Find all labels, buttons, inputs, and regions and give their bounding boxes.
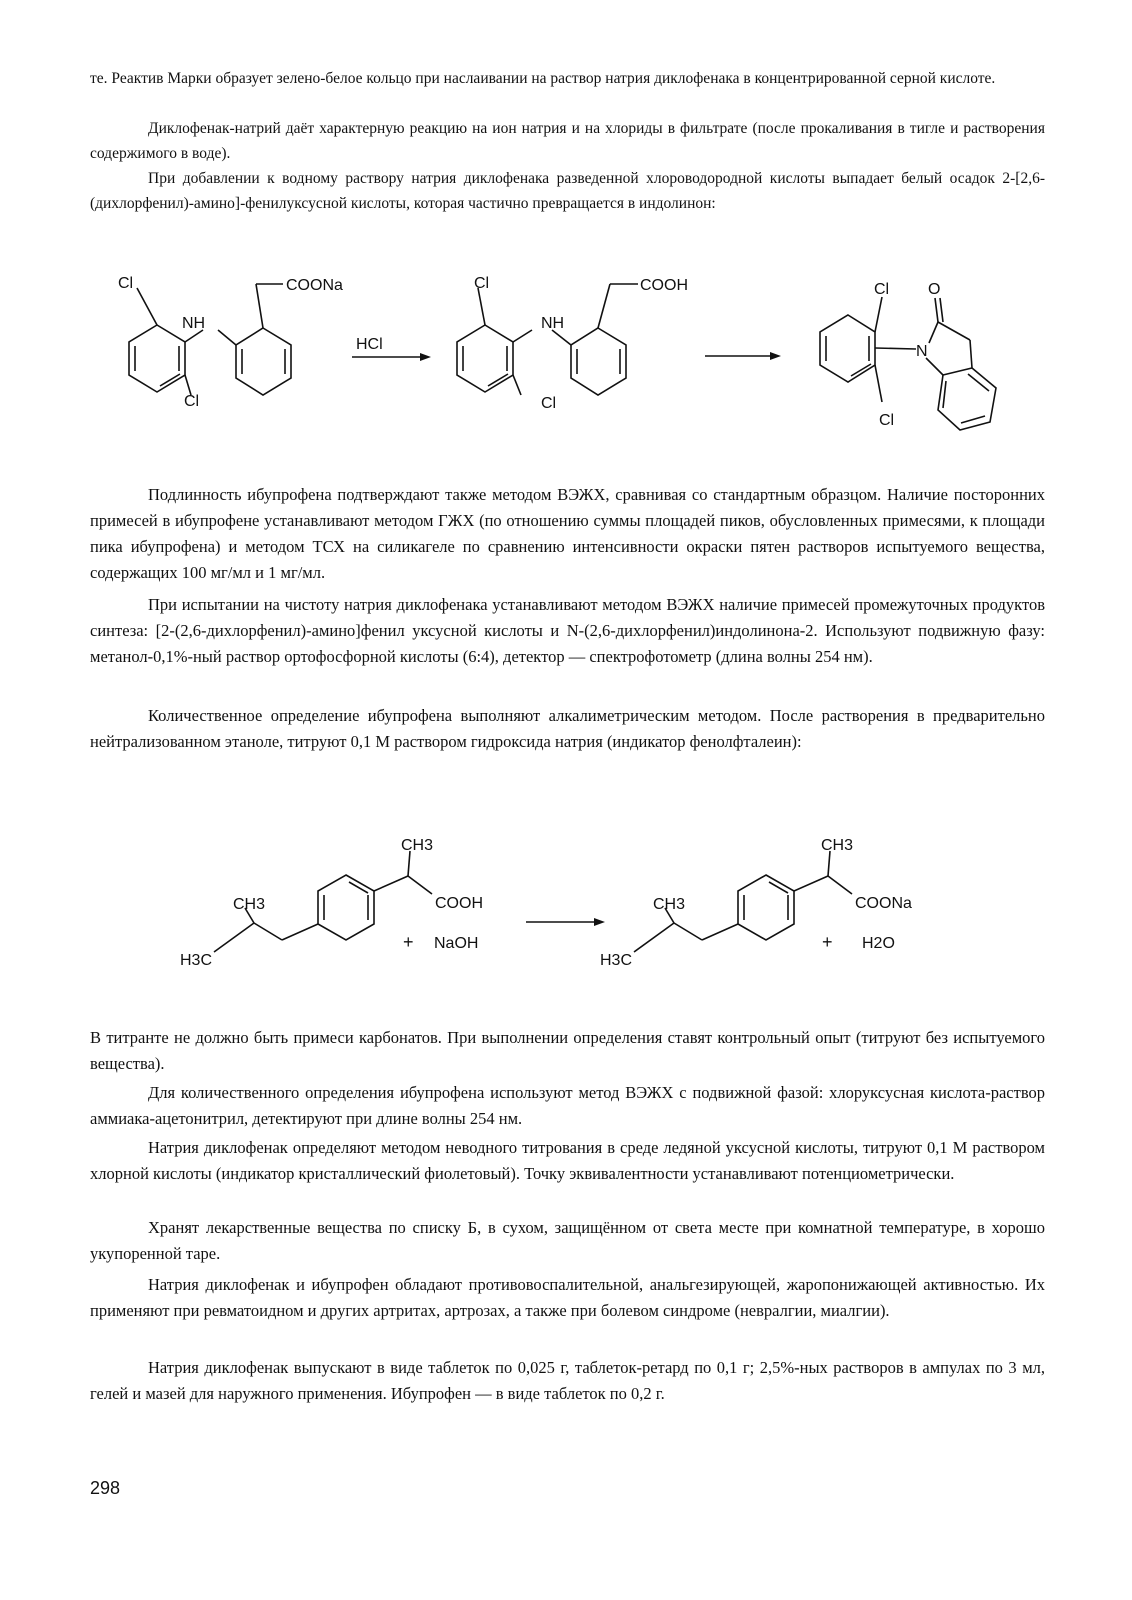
diclofenac-reaction-scheme bbox=[0, 250, 1132, 450]
methyl-label: H3C bbox=[180, 952, 213, 969]
paragraph-nonaqueous-titration: Натрия диклофенак определяют методом неводного титрования в среде ледяной уксусной кислоты, титруют 0,1 М раствором хлорной кислоты (индикатор кристаллический фиолетовый). Точку эквивалентности устанавливают потенциометрически. bbox=[90, 1138, 1045, 1183]
reagent-label: HCl bbox=[356, 336, 383, 353]
diclofenac-sodium-structure bbox=[118, 275, 343, 410]
methyl-label: CH3 bbox=[233, 896, 266, 913]
methyl-label: CH3 bbox=[401, 837, 434, 854]
nitrogen-label: N bbox=[916, 343, 928, 360]
chlorine-label: Cl bbox=[541, 395, 557, 412]
chlorine-label: Cl bbox=[874, 281, 890, 298]
arrow-head-icon bbox=[594, 918, 605, 926]
arrow-head-icon bbox=[420, 353, 431, 361]
paragraph-ibuprofen-identity: Подлинность ибупрофена подтверждают также методом ВЭЖХ, сравнивая со стандартным образцом. Наличие посторонних примесей в ибупрофене устанавливают методом ГЖХ (по отношению суммы площадей пиков, обусловленных примесями, к площади пика ибупрофена) и методом ТСХ на силикагеле по сравнению интенсивности окраски пятен растворов испытуемого вещества, содержащих 100 мг/мл и 1 мг/мл. bbox=[90, 485, 1045, 582]
oxygen-label: O bbox=[928, 281, 941, 298]
carboxyl-label: COOH bbox=[435, 895, 483, 912]
paragraph-hcl-precipitate: При добавлении к водному раствору натрия диклофенака разведенной хлороводородной кислоты выпадает белый осадок 2-[2,6-(дихлорфенил)-амино]-фенилуксусной кислоты, которая частично превращается в индолинон: bbox=[90, 170, 1045, 212]
chlorine-label: Cl bbox=[474, 275, 490, 292]
diclofenac-acid-structure bbox=[457, 275, 688, 412]
paragraph-titrant-carbonates: В титранте не должно быть примеси карбонатов. При выполнении определения ставят контрольный опыт (титруют без испытуемого вещества). bbox=[90, 1028, 1045, 1073]
page-number: 298 bbox=[90, 1478, 121, 1498]
plus-sign: + bbox=[822, 932, 833, 952]
paragraph-activity: Натрия диклофенак и ибупрофен обладают противовоспалительной, анальгезирующей, жаропонижающей активностью. Их применяют при ревматоидном и других артритах, артрозах, а также при болевом синдроме (невралгии, миалгии). bbox=[90, 1275, 1045, 1320]
chlorine-label: Cl bbox=[184, 393, 200, 410]
plus-sign: + bbox=[403, 932, 414, 952]
paragraph-ibuprofen-assay: Количественное определение ибупрофена выполняют алкалиметрическим методом. После растворения в предварительно нейтрализованном этаноле, титруют 0,1 М раствором гидроксида натрия (индикатор фенолфталеин): bbox=[90, 706, 1045, 751]
chlorine-label: Cl bbox=[118, 275, 134, 292]
methyl-label: H3C bbox=[600, 952, 633, 969]
paragraph-sodium-test: Диклофенак-натрий даёт характерную реакцию на ион натрия и на хлориды в фильтрате (после прокаливания в тигле и растворения содержимого в воде). bbox=[90, 120, 1045, 162]
paragraph-storage: Хранят лекарственные вещества по списку Б, в сухом, защищённом от света месте при комнатной температуре, в хорошо укупоренной таре. bbox=[90, 1218, 1045, 1263]
paragraph-diclofenac-purity: При испытании на чистоту натрия диклофенака устанавливают методом ВЭЖХ наличие примесей промежуточных продуктов синтеза: [2-(2,6-дихлорфенил)-амино]фенил уксусной кислоты и N-(2,6-дихлорфенил)индолинона-2. Используют подвижную фазу: метанол-0,1%-ный раствор ортофосфорной кислоты (6:4), детектор — спектрофотометр (длина волны 254 нм). bbox=[90, 595, 1045, 666]
amine-label: NH bbox=[182, 315, 206, 332]
methyl-label: CH3 bbox=[821, 837, 854, 854]
methyl-label: CH3 bbox=[653, 896, 686, 913]
carboxyl-label: COOH bbox=[640, 277, 688, 294]
paragraph-marquis-reagent: те. Реактив Марки образует зелено-белое кольцо при наслаивании на раствор натрия диклофенака в концентрированной серной кислоте. bbox=[90, 70, 996, 87]
paragraph-hplc-assay: Для количественного определения ибупрофена используют метод ВЭЖХ с подвижной фазой: хлоруксусная кислота-раствор аммиака-ацетонитрил, детектируют при длине волны 254 нм. bbox=[90, 1083, 1045, 1128]
paragraph-dosage-forms: Натрия диклофенак выпускают в виде таблеток по 0,025 г, таблеток-ретард по 0,1 г; 2,5%-ных растворов в ампулах по 3 мл, гелей и мазей для наружного применения. Ибупрофен — в виде таблеток по 0,2 г. bbox=[90, 1358, 1045, 1403]
arrow-head-icon bbox=[770, 352, 781, 360]
ibuprofen-titration-scheme bbox=[0, 820, 1132, 990]
reagent-label: NaOH bbox=[434, 935, 479, 952]
carboxylate-label: COONa bbox=[286, 277, 343, 294]
amine-label: NH bbox=[541, 315, 565, 332]
indolinone-structure bbox=[820, 281, 996, 430]
carboxylate-label: COONa bbox=[855, 895, 912, 912]
water-label: H2O bbox=[862, 935, 895, 952]
chlorine-label: Cl bbox=[879, 412, 895, 429]
